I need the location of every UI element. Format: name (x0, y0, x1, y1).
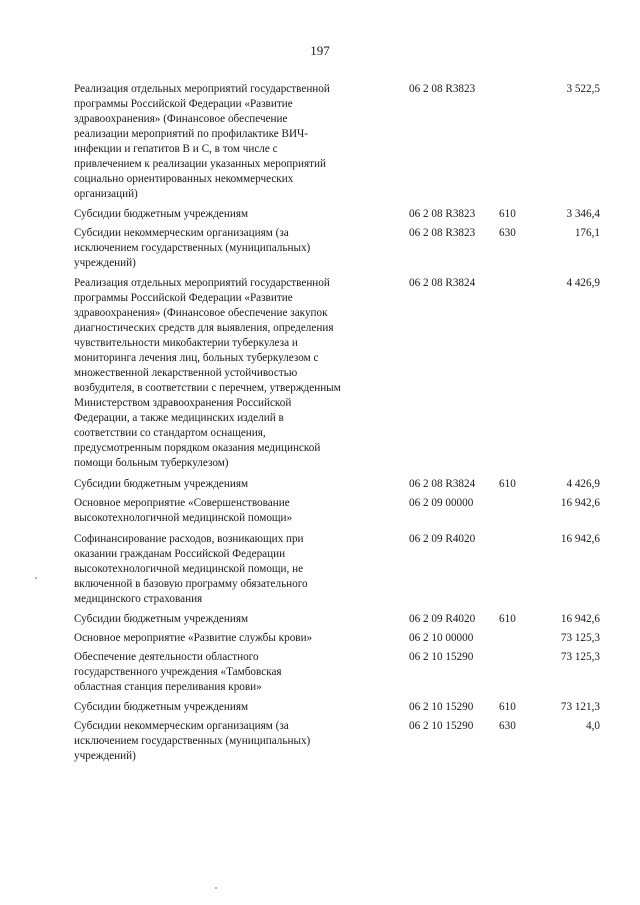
table-row (0, 207, 640, 222)
table-row (0, 631, 640, 646)
row-amount: 4,0 (586, 720, 600, 732)
table-row (0, 700, 640, 715)
row-amount: 4 426,9 (566, 277, 600, 289)
row-name: Субсидии бюджетным учреждениям (74, 208, 249, 220)
row-type: 610 (499, 478, 516, 490)
table-row (0, 650, 640, 695)
row-type: 610 (499, 701, 516, 713)
row-code: 06 2 08 R3823 (409, 83, 476, 95)
row-amount: 16 942,6 (560, 497, 600, 509)
scan-speck (215, 887, 217, 889)
row-name: Субсидии бюджетным учреждениям (74, 701, 249, 713)
row-name: Реализация отдельных мероприятий государственной программы Российской Федерации «Развитие здравоохранения» (Финансовое обеспечение реализации мероприятий по профилактике ВИЧ- инфекции и гепатитов В и С, в том числе с привлечением к реализации указанных мероприятий социально ориентированных некоммерческих организаций) (74, 83, 330, 200)
row-code: 06 2 10 15290 (409, 720, 474, 732)
row-code: 06 2 09 R4020 (409, 533, 476, 545)
row-amount: 73 121,3 (560, 701, 600, 713)
row-name: Субсидии бюджетным учреждениям (74, 478, 249, 490)
scan-speck (35, 577, 37, 579)
row-code: 06 2 08 R3823 (409, 227, 476, 239)
row-name: Субсидии бюджетным учреждениям (74, 613, 249, 625)
row-code: 06 2 09 R4020 (409, 613, 476, 625)
row-type: 630 (499, 720, 516, 732)
row-amount: 73 125,3 (560, 632, 600, 644)
row-amount: 4 426,9 (566, 478, 600, 490)
table-row (0, 82, 640, 202)
table-row (0, 496, 640, 526)
budget-table (0, 82, 640, 764)
row-name: Субсидии некоммерческим организациям (за исключением государственных (муниципальных) учреждений) (74, 720, 311, 762)
row-name: Основное мероприятие «Развитие службы крови» (74, 632, 313, 644)
row-name: Софинансирование расходов, возникающих при оказании гражданам Российской Федерации высокотехнологичной медицинской помощи, не включенной в базовую программу обязательного медицинского страхования (74, 533, 308, 605)
row-amount: 176,1 (574, 227, 600, 239)
row-code: 06 2 10 15290 (409, 701, 474, 713)
row-name: Основное мероприятие «Совершенствование высокотехнологичной медицинской помощи» (74, 497, 293, 524)
row-name: Реализация отдельных мероприятий государственной программы Российской Федерации «Развитие здравоохранения» (Финансовое обеспечение закупок диагностических средств для выявления, определения чувствительности микобактерии туберкулеза и мониторинга лечения лиц, больных туберкулезом с множественной лекарственной устойчивостью возбудителя, в соответствии с перечнем, утвержденным Министерством здравоохранения Российской Федерации, а также медицинских изделий в соответствии со стандартом оснащения, предусмотренным порядком оказания медицинской помощи больным туберкулезом) (74, 277, 341, 469)
row-code: 06 2 08 R3824 (409, 277, 476, 289)
row-amount: 3 346,4 (566, 208, 600, 220)
row-amount: 3 522,5 (566, 83, 600, 95)
table-row (0, 226, 640, 271)
row-amount: 73 125,3 (560, 651, 600, 663)
table-row (0, 276, 640, 471)
table-row (0, 477, 640, 492)
row-code: 06 2 08 R3823 (409, 208, 476, 220)
row-name: Обеспечение деятельности областного государственного учреждения «Тамбовская областная станция переливания крови» (74, 651, 282, 693)
row-type: 610 (499, 613, 516, 625)
row-amount: 16 942,6 (560, 613, 600, 625)
table-row (0, 612, 640, 627)
row-name: Субсидии некоммерческим организациям (за исключением государственных (муниципальных) учреждений) (74, 227, 311, 269)
row-code: 06 2 10 00000 (409, 632, 474, 644)
row-code: 06 2 09 00000 (409, 497, 474, 509)
row-type: 610 (499, 208, 516, 220)
row-code: 06 2 10 15290 (409, 651, 474, 663)
page-number: 197 (310, 43, 330, 58)
row-amount: 16 942,6 (560, 533, 600, 545)
table-row (0, 532, 640, 607)
table-row (0, 719, 640, 764)
row-code: 06 2 08 R3824 (409, 478, 476, 490)
row-type: 630 (499, 227, 516, 239)
